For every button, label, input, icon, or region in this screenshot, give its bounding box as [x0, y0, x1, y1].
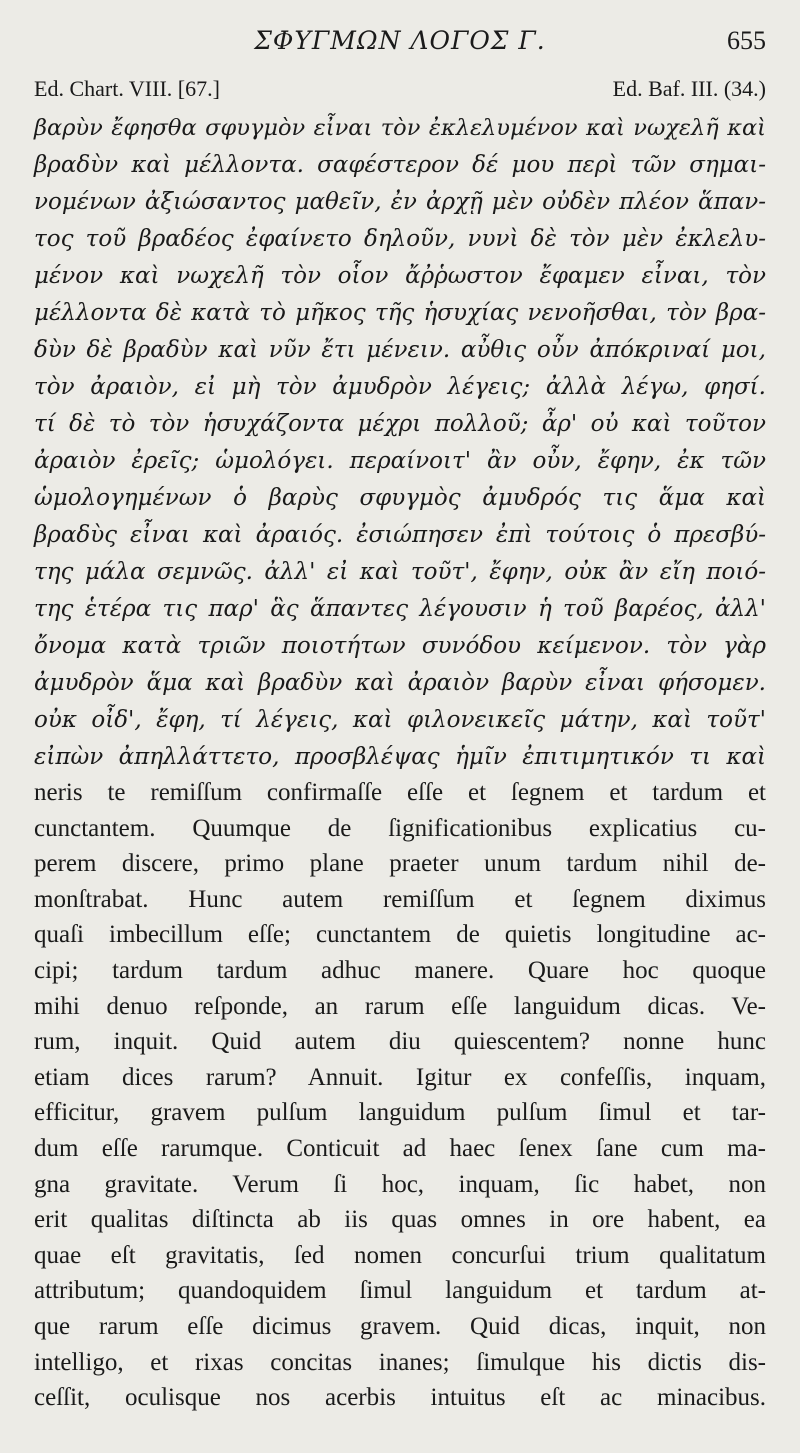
- latin-text-line: cunctantem. Quumque de ſignificationibus explicatius cu-: [34, 814, 766, 842]
- greek-text-line: νομένων ἀξιώσαντος μαθεῖν, ἐν ἀρχῇ μὲν οὐδὲν πλέον ἅπαν-: [34, 189, 766, 215]
- latin-text-line: rum, inquit. Quid autem diu quiescentem? nonne hunc: [34, 1028, 766, 1056]
- latin-text-line: neris te remiſſum confirmaſſe eſſe et ſegnem et tardum et: [34, 779, 766, 806]
- latin-text-line: attributum; quandoquidem ſimul languidum et tardum at-: [34, 1277, 766, 1305]
- greek-text-line: τί δὲ τὸ τὸν ἡσυχάζοντα μέχρι πολλοῦ; ἆρ' οὐ καὶ τοῦτον: [34, 411, 766, 437]
- latin-text-line: efficitur, gravem pulſum languidum pulſum ſimul et tar-: [34, 1099, 766, 1127]
- greek-text-line: βραδὺς εἶναι καὶ ἀραιός. ἐσιώπησεν ἐπὶ τούτοις ὁ πρεσβύ-: [34, 522, 766, 548]
- latin-text-line: quae eſt gravitatis, ſed nomen concurſui trium qualitatum: [34, 1241, 766, 1269]
- latin-text-line: etiam dices rarum? Annuit. Igitur ex confeſſis, inquam,: [34, 1063, 766, 1091]
- greek-text-line: δὺν δὲ βραδὺν καὶ νῦν ἔτι μένειν. αὖθις οὖν ἀπόκριναί μοι,: [34, 337, 766, 363]
- latin-text-line: que rarum eſſe dicimus gravem. Quid dicas, inquit, non: [34, 1312, 766, 1340]
- latin-text-line: dum eſſe rarumque. Conticuit ad haec ſenex ſane cum ma-: [34, 1134, 766, 1162]
- latin-text-line: monſtrabat. Hunc autem remiſſum et ſegnem diximus: [34, 885, 766, 913]
- greek-text-line: τος τοῦ βραδέος ἐφαίνετο δηλοῦν, νυνὶ δὲ τὸν μὲν ἐκλελυ-: [34, 226, 766, 252]
- latin-text-line: intelligo, et rixas concitas inanes; ſimulque his dictis dis-: [34, 1348, 766, 1376]
- latin-text-line: ceſſit, oculisque nos acerbis intuitus eſt ac minacibus.: [34, 1384, 766, 1412]
- latin-text-line: gna gravitate. Verum ſi hoc, inquam, ſic habet, non: [34, 1170, 766, 1198]
- running-title: ΣΦΥΓΜΩΝ ΛΟΓΟΣ Γ.: [254, 26, 546, 55]
- edition-reference-basel: Ed. Baf. III. (34.): [612, 76, 766, 101]
- greek-text-line: οὐκ οἶδ', ἔφη, τί λέγεις, καὶ φιλονεικεῖς μάτην, καὶ τοῦτ': [34, 707, 766, 733]
- greek-text-line: ὡμολογημένων ὁ βαρὺς σφυγμὸς ἀμυδρός τις ἅμα καὶ: [34, 485, 766, 511]
- greek-text-line: της ἑτέρα τις παρ' ἃς ἅπαντες λέγουσιν ἡ τοῦ βαρέος, ἀλλ': [34, 596, 766, 622]
- latin-text-block: [34, 775, 766, 1416]
- greek-text-line: ὄνομα κατὰ τριῶν ποιοτήτων συνόδου κείμενον. τὸν γὰρ: [34, 633, 766, 659]
- latin-text-line: quaſi imbecillum eſſe; cunctantem de quietis longitudine ac-: [34, 921, 766, 949]
- greek-text-line: βραδὺν καὶ μέλλοντα. σαφέστερον δέ μου περὶ τῶν σημαι-: [34, 152, 766, 178]
- greek-text-line: ἀραιὸν ἐρεῖς; ὡμολόγει. περαίνοιτ' ἂν οὖν, ἔφην, ἐκ τῶν: [34, 448, 766, 474]
- greek-text-line: τὸν ἀραιὸν, εἰ μὴ τὸν ἀμυδρὸν λέγεις; ἀλλὰ λέγω, φησί.: [34, 374, 766, 400]
- greek-text-line: της μάλα σεμνῶς. ἀλλ' εἰ καὶ τοῦτ', ἔφην, οὐκ ἂν εἴη ποιό-: [34, 559, 766, 585]
- latin-text-line: mihi denuo reſponde, an rarum eſſe languidum dicas. Ve-: [34, 992, 766, 1020]
- page-number: 655: [727, 26, 766, 55]
- greek-text-line: ἀμυδρὸν ἅμα καὶ βραδὺν καὶ ἀραιὸν βαρὺν εἶναι φήσομεν.: [34, 670, 766, 696]
- latin-text-line: erit qualitas diſtincta ab iis quas omnes in ore habent, ea: [34, 1206, 766, 1234]
- latin-text-line: perem discere, primo plane praeter unum tardum nihil de-: [34, 850, 766, 878]
- greek-text-line: μένον καὶ νωχελῆ τὸν οἷον ἄῤῥωστον ἔφαμεν εἶναι, τὸν: [34, 263, 766, 289]
- greek-text-line: μέλλοντα δὲ κατὰ τὸ μῆκος τῆς ἡσυχίας νενοῆσθαι, τὸν βρα-: [34, 300, 766, 326]
- latin-text-line: cipi; tardum tardum adhuc manere. Quare hoc quoque: [34, 956, 766, 984]
- greek-text-line: εἰπὼν ἀπηλλάττετο, προσβλέψας ἡμῖν ἐπιτιμητικόν τι καὶ: [34, 744, 766, 770]
- greek-text-block: [34, 110, 766, 776]
- greek-text-line: βαρὺν ἔφησθα σφυγμὸν εἶναι τὸν ἐκλελυμένον καὶ νωχελῆ καὶ: [34, 115, 766, 141]
- edition-reference-chart: Ed. Chart. VIII. [67.]: [34, 76, 220, 101]
